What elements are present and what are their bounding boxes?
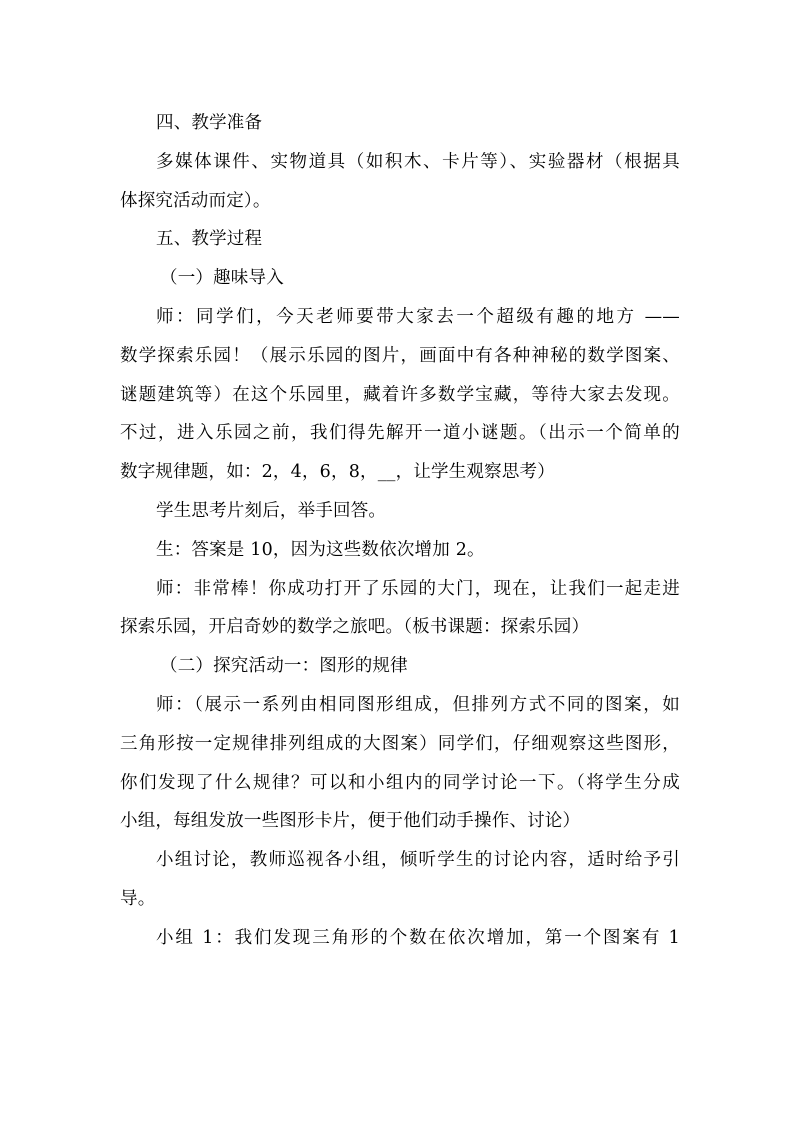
heading-process: 五、教学过程 xyxy=(156,229,263,250)
paragraph-line: 多媒体课件、实物道具（如积木、卡片等）、实验器材（根据具 xyxy=(156,151,680,172)
paragraph-line: 学生思考片刻后，举手回答。 xyxy=(156,500,387,521)
subheading-intro: （一）趣味导入 xyxy=(160,268,284,289)
paragraph-line: 师：（展示一系列由相同图形组成，但排列方式不同的图案，如 xyxy=(156,694,680,715)
paragraph-line: 小组讨论，教师巡视各小组，倾听学生的讨论内容，适时给予引 xyxy=(156,850,680,871)
heading-preparation: 四、教学准备 xyxy=(156,113,263,133)
paragraph-line: 谜题建筑等）在这个乐园里，藏着许多数学宝藏，等待大家去发现。 xyxy=(120,384,680,405)
paragraph-line: 师：同学们，今天老师要带大家去一个超级有趣的地方 —— xyxy=(156,306,680,327)
paragraph-line: 探索乐园，开启奇妙的数学之旅吧。（板书课题：探索乐园） xyxy=(120,617,590,638)
paragraph-line: 你们发现了什么规律？可以和小组内的同学讨论一下。（将学生分成 xyxy=(120,772,680,793)
paragraph-line: 三角形按一定规律排列组成的大图案）同学们，仔细观察这些图形， xyxy=(120,733,680,754)
paragraph-line: 导。 xyxy=(120,888,156,909)
paragraph-line: 体探究活动而定）。 xyxy=(120,190,271,211)
paragraph-line: 小组 1：我们发现三角形的个数在依次增加，第一个图案有 1 xyxy=(156,927,680,948)
document-body xyxy=(120,104,680,958)
paragraph-line: 不过，进入乐园之前，我们得先解开一道小谜题。（出示一个简单的 xyxy=(120,423,680,444)
paragraph-line: 数字规律题，如：2，4，6，8，__，让学生观察思考） xyxy=(120,462,555,483)
paragraph-line: 生：答案是 10，因为这些数依次增加 2。 xyxy=(156,539,485,560)
paragraph-line: 数学探索乐园！（展示乐园的图片，画面中有各种神秘的数学图案、 xyxy=(120,345,680,366)
paragraph-line: 师：非常棒！你成功打开了乐园的大门，现在，让我们一起走进 xyxy=(156,578,680,599)
subheading-activity-one: （二）探究活动一：图形的规律 xyxy=(160,656,408,677)
paragraph-line: 小组，每组发放一些图形卡片，便于他们动手操作、讨论） xyxy=(120,811,581,832)
